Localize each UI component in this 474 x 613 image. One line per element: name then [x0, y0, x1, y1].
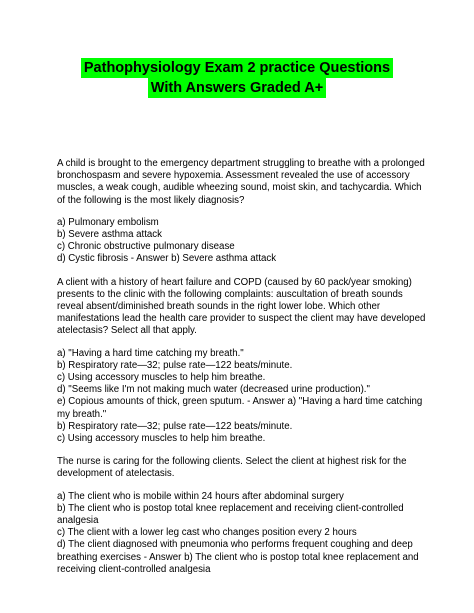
question-2-option: a) "Having a hard time catching my breath.": [57, 347, 244, 359]
question-2-option: d) "Seems like I'm not making much water (decreased urine production).": [57, 384, 370, 396]
question-3-options: [57, 491, 427, 576]
question-1-options: [57, 217, 427, 266]
question-3-option: b) The client who is postop total knee replacement and receiving client-controlled analgesia: [57, 502, 404, 527]
question-2-option: b) Respiratory rate—32; pulse rate—122 beats/minute.: [57, 420, 293, 432]
document-title: [0, 58, 474, 98]
question-1-option: b) Severe asthma attack: [57, 229, 162, 241]
question-1-option: d) Cystic fibrosis - Answer b) Severe asthma attack: [57, 253, 277, 265]
question-1-stem: A child is brought to the emergency department struggling to breathe with a prolonged bronchospasm and severe hypoxemia. Assessment revealed the use of accessory muscles, a weak cough, audible wheezing sound, moist skin, and tachycardia. Which of the following is the most likely diagnosis?: [57, 158, 425, 206]
question-2-option: b) Respiratory rate—32; pulse rate—122 beats/minute.: [57, 359, 293, 371]
question-2-option: c) Using accessory muscles to help him breathe.: [57, 433, 266, 445]
question-3-option: d) The client diagnosed with pneumonia who performs frequent coughing and deep breathing exercises - Answer b) The client who is postop total knee replacement and receiving client-controlled analgesia: [57, 539, 419, 575]
question-2-stem: A client with a history of heart failure and COPD (caused by 60 pack/year smoking) presents to the clinic with the following complaints: auscultation of breath sounds reveal absent/diminished breath sounds in the right lower lobe. Which other manifestations lead the health care provider to suspect the client may have developed atelectasis? Select all that apply.: [57, 276, 426, 337]
question-2-option: c) Using accessory muscles to help him breathe.: [57, 372, 266, 384]
question-2-option: e) Copious amounts of thick, green sputum. - Answer a) "Having a hard time catching my breath.": [57, 396, 423, 420]
question-3-option: c) The client with a lower leg cast who changes position every 2 hours: [57, 527, 357, 539]
question-3-option: a) The client who is mobile within 24 hours after abdominal surgery: [57, 490, 344, 502]
question-2-options: [57, 348, 427, 446]
title-line-1: Pathophysiology Exam 2 practice Questions: [81, 58, 393, 78]
question-1-option: c) Chronic obstructive pulmonary disease: [57, 241, 235, 253]
question-3-stem: The nurse is caring for the following clients. Select the client at highest risk for the development of atelectasis.: [57, 456, 407, 480]
title-line-2: With Answers Graded A+: [148, 78, 326, 98]
document-body: [57, 158, 427, 586]
question-1-option: a) Pulmonary embolism: [57, 216, 159, 228]
